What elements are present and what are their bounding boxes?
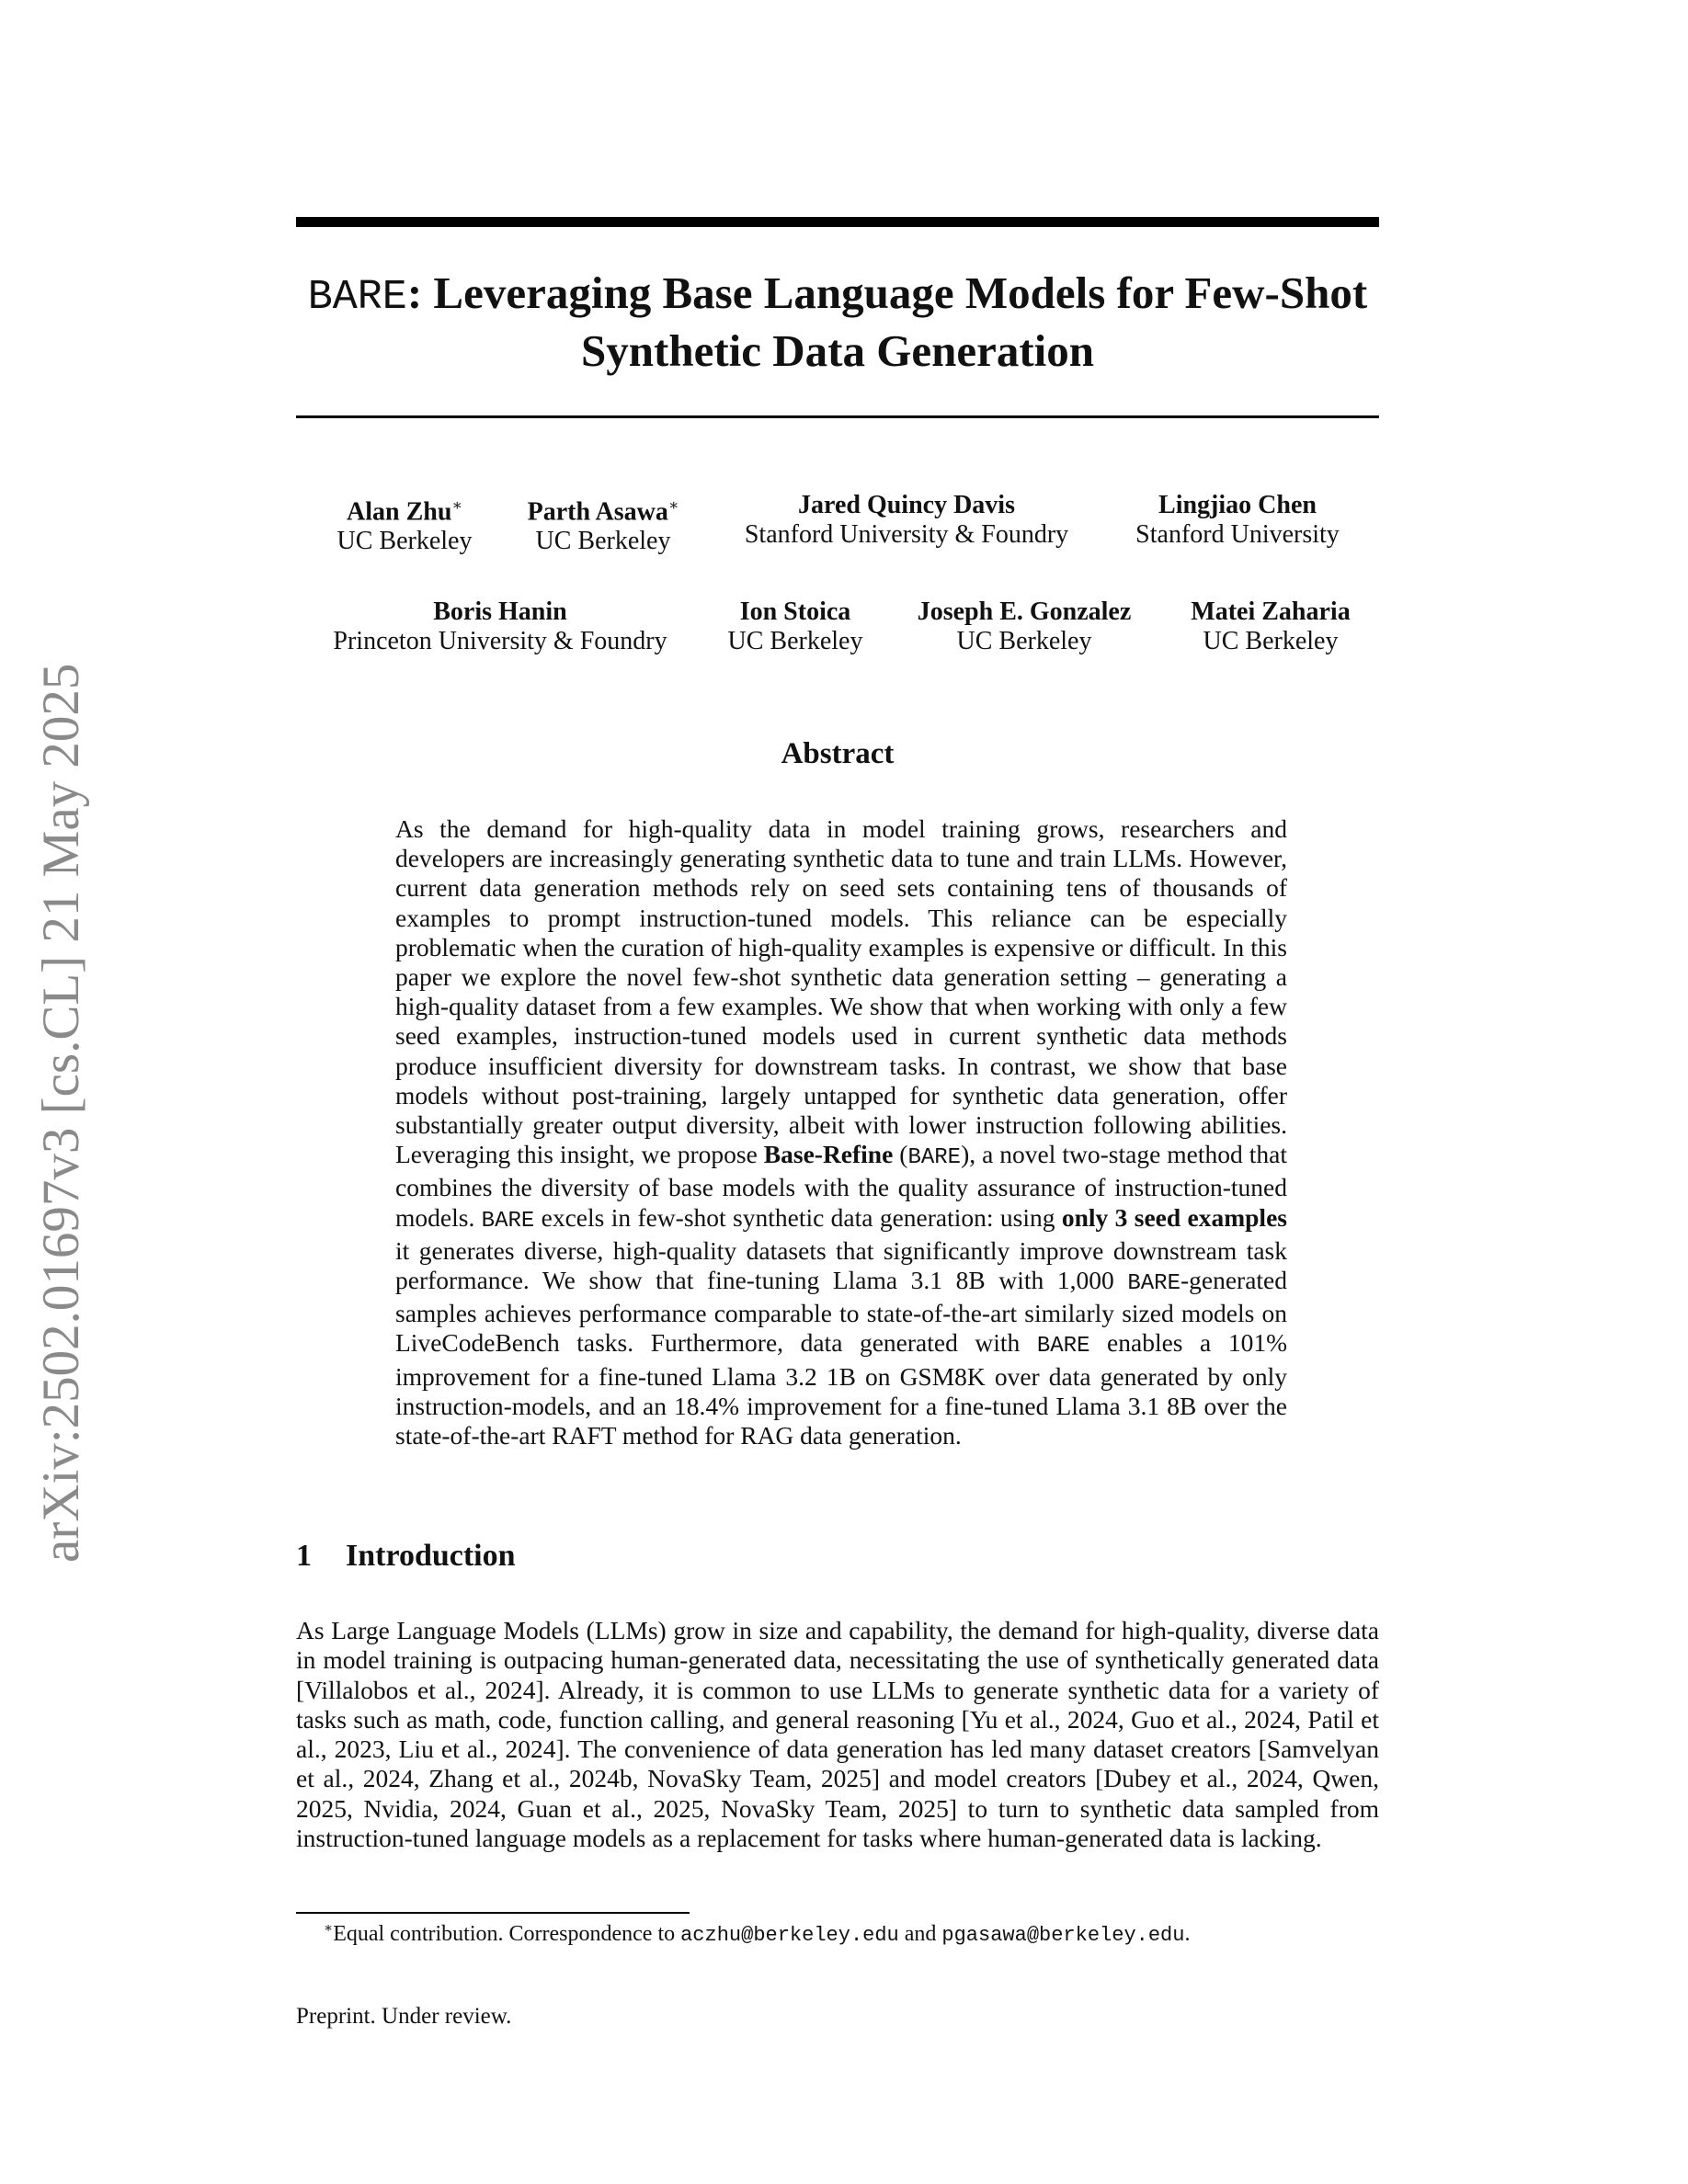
paper-title [296, 267, 1379, 378]
author-affiliation: Stanford University & Foundry [744, 520, 1069, 549]
author-affiliation: Princeton University & Foundry [333, 627, 667, 655]
author-block [903, 597, 1146, 656]
method-acronym: BARE [907, 1145, 962, 1171]
abstract-text-run: enables a 101% improvement for a fine-tuned Llama 3.2 1B on GSM8K over data generated by only instruction-models, and an 18.4% improvement for a fine-tuned Llama 3.1 8B over the state-of-the-art RAFT method for RAG data generation. [395, 1328, 1287, 1450]
title-line1: : Leveraging Base Language Models for Few-Shot [406, 267, 1368, 318]
author-name: Matei Zaharia [1191, 597, 1351, 626]
author-block [1171, 597, 1370, 656]
author-name: Jared Quincy Davis [798, 491, 1015, 519]
author-affiliation: Stanford University [1135, 520, 1340, 549]
author-name: Alan Zhu [347, 497, 452, 527]
footnote-text: and [898, 1922, 942, 1946]
method-acronym: BARE [481, 1208, 535, 1234]
method-name: Base-Refine [763, 1140, 894, 1169]
author-block [717, 597, 873, 656]
author-name: Parth Asawa [527, 497, 668, 527]
title-line2: Synthetic Data Generation [581, 325, 1094, 376]
title-bottom-rule [296, 415, 1379, 418]
abstract-heading: Abstract [781, 737, 895, 770]
author-affiliation: UC Berkeley [336, 527, 473, 556]
abstract-text-run: ( [893, 1140, 908, 1169]
author-affiliation: UC Berkeley [1203, 627, 1339, 655]
seed-examples-emphasis: only 3 seed examples [1061, 1202, 1287, 1232]
footnote-text: Equal contribution. Correspondence to [333, 1922, 681, 1946]
equal-contribution-mark: ∗ [451, 496, 462, 514]
author-block [726, 491, 1087, 550]
abstract-text-run: it generates diverse, high-quality datasets that significantly improve downstream task performance. We show that fine-tuning Llama 3.1 8B with 1,000 [395, 1235, 1287, 1295]
abstract-text-run: -generated samples achieves performance comparable to state-of-the-art similarly sized models on LiveCodeBench tasks. Furthermore, data generated with [395, 1266, 1287, 1358]
title-top-rule [296, 217, 1379, 227]
email-link[interactable]: pgasawa@berkeley.edu [941, 1924, 1185, 1947]
author-block [520, 491, 686, 556]
author-block [318, 597, 682, 656]
email-link[interactable]: aczhu@berkeley.edu [680, 1924, 899, 1947]
author-affiliation: UC Berkeley [727, 627, 863, 655]
method-acronym: BARE [1036, 1334, 1090, 1359]
abstract-text-run: excels in few-shot synthetic data generation: using [534, 1202, 1062, 1232]
author-name: Ion Stoica [739, 597, 851, 626]
footnote-text: . [1184, 1922, 1191, 1946]
footnote-mark: ∗ [324, 1921, 334, 1936]
abstract-text [395, 814, 1287, 1450]
abstract-text-run: As the demand for high-quality data in model training grows, researchers and developers are increasingly generating synthetic data to tune and train LLMs. However, current data generation methods rely on seed sets containing tens of thousands of examples to prompt instruction-tuned models. This reliance can be especially problematic when the curation of high-quality examples is expensive or difficult. In this paper we explore the novel few-shot synthetic data generation setting – generating a high-quality dataset from a few examples. We show that when working with only a few seed examples, instruction-tuned models used in current synthetic data methods produce insufficient diversity for downstream tasks. In contrast, we show that base models without post-training, largely untapped for synthetic data generation, offer substantially greater output diversity, albeit with lower instruction following abilities. Leveraging this insight, we propose [395, 814, 1287, 1169]
section-title: Introduction [346, 1539, 516, 1573]
footnote [324, 1919, 1190, 1947]
author-block [1116, 491, 1359, 550]
author-name: Joseph E. Gonzalez [917, 597, 1132, 626]
title-system-name: BARE [307, 274, 407, 321]
footnote-rule [296, 1912, 690, 1914]
author-block [324, 491, 485, 556]
method-acronym: BARE [1127, 1271, 1180, 1297]
introduction-paragraph: As Large Language Models (LLMs) grow in size and capability, the demand for high-quality, diverse data in model training is outpacing human-generated data, necessitating the use of synthetically generated data [Villalobos et al., 2024]. Already, it is common to use LLMs to generate synthetic data for a variety of tasks such as math, code, function calling, and general reasoning [Yu et al., 2024, Guo et al., 2024, Patil et al., 2023, Liu et al., 2024]. The convenience of data generation has led many dataset creators [Samvelyan et al., 2024, Zhang et al., 2024b, NovaSky Team, 2025] and model creators [Dubey et al., 2024, Qwen, 2025, Nvidia, 2024, Guan et al., 2025, NovaSky Team, 2025] to turn to synthetic data sampled from instruction-tuned language models as a replacement for tasks where human-generated data is lacking. [296, 1616, 1379, 1853]
author-name: Boris Hanin [433, 597, 567, 626]
author-affiliation: UC Berkeley [535, 527, 671, 556]
author-affiliation: UC Berkeley [956, 627, 1092, 655]
abstract-text-run: ), a novel two-stage method that combines the diversity of base models with the quality assurance of instruction-tuned models. [395, 1140, 1287, 1232]
arxiv-identifier-stamp: arXiv:2502.01697v3 [cs.CL] 21 May 2025 [32, 663, 90, 1563]
section-heading-introduction [296, 1539, 516, 1574]
section-number: 1 [296, 1539, 312, 1573]
preprint-note: Preprint. Under review. [296, 2004, 512, 2029]
author-name: Lingjiao Chen [1158, 491, 1317, 519]
equal-contribution-mark: ∗ [667, 496, 679, 514]
